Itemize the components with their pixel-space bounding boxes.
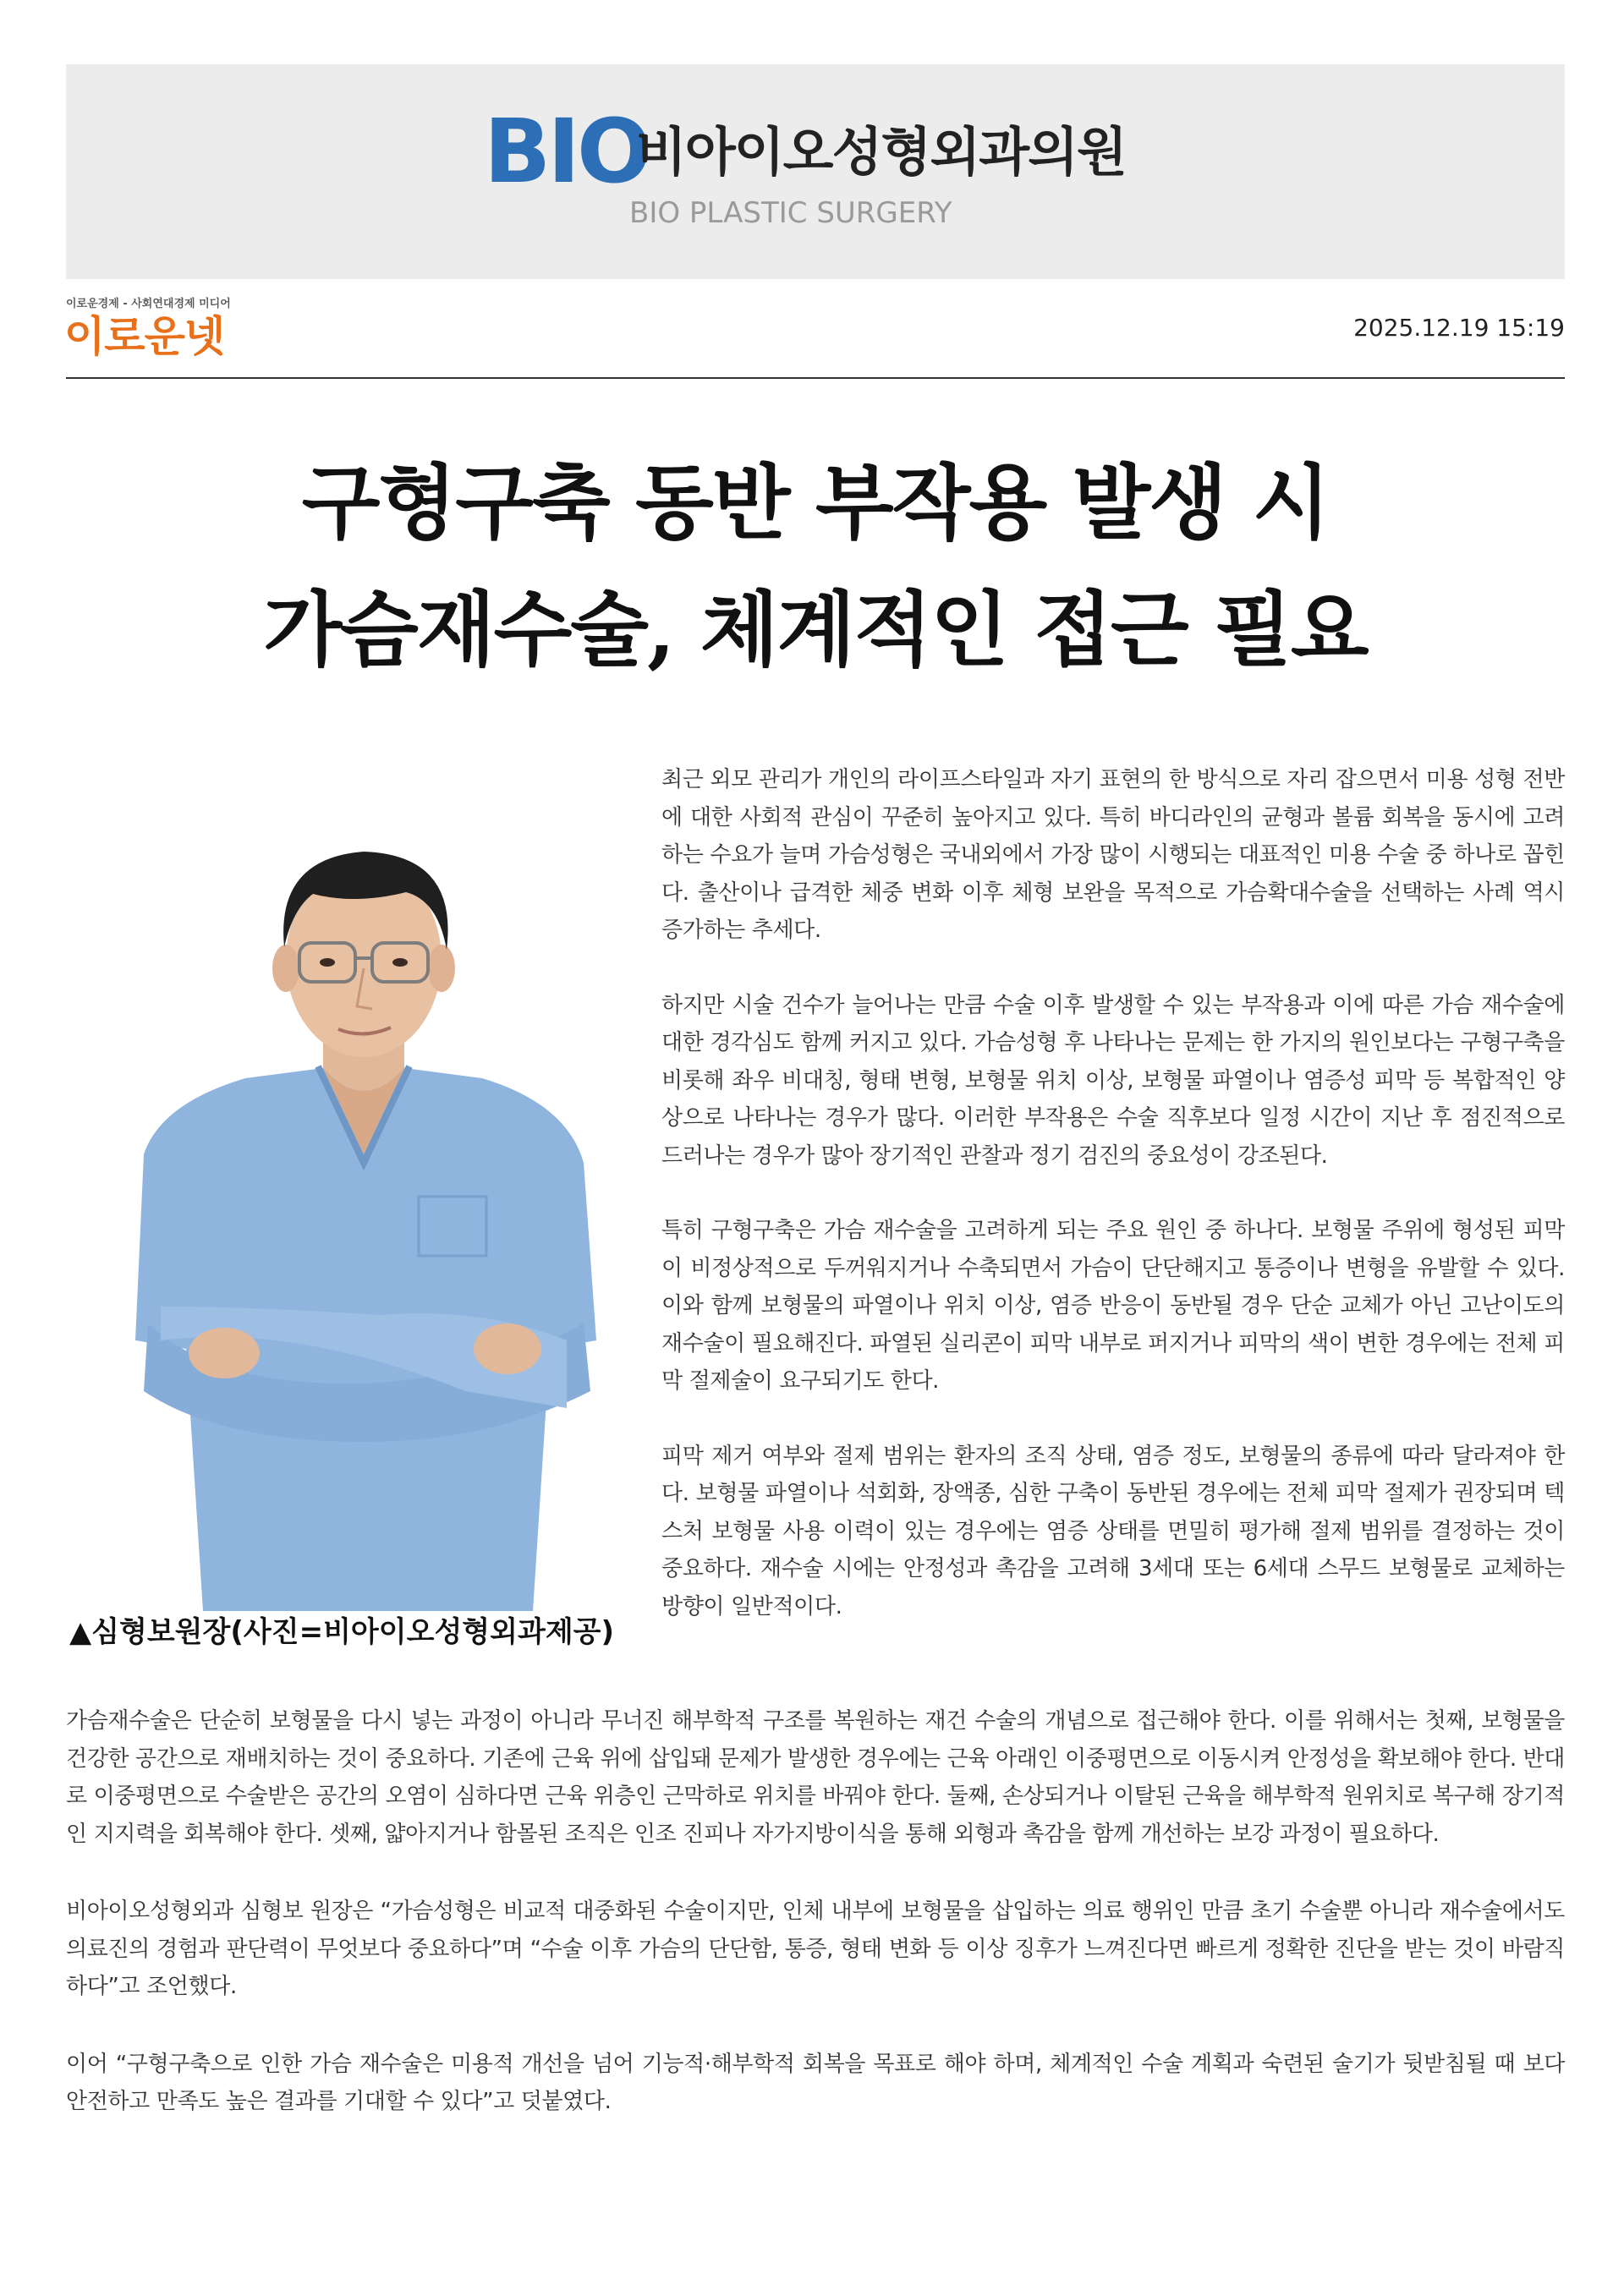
side-paragraph-4: 피막 제거 여부와 절제 범위는 환자의 조직 상태, 염증 정도, 보형물의 종류에 따라 달라져야 한다. 보형물 파열이나 석회화, 장액종, 심한 구축이 동반된 경우에는 전체 피막 절제가 권장되며 텍스처 보형물 사용 이력이 있는 경우에는 염증 상태를 면밀히 평가해 절제 범위를 결정하는 것이 중요하다. 재수술 시에는 안정성과 촉감을 고려해 3세대 또는 6세대 스무드 보형물로 교체하는 방향이 일반적이다. <box>661 1443 1565 1619</box>
headline-line-2: 가슴재수술, 체계적인 접근 필요 <box>263 582 1368 677</box>
side-paragraph-1: 최근 외모 관리가 개인의 라이프스타일과 자기 표현의 한 방식으로 자리 잡으면서 미용 성형 전반에 대한 사회적 관심이 꾸준히 높아지고 있다. 특히 바디라인의 균형과 볼륨 회복을 동시에 고려하는 수요가 늘며 가슴성형은 국내외에서 가장 많이 시행되는 대표적인 미용 수술 중 하나로 꼽힌다. 출산이나 급격한 체중 변화 이후 체형 보완을 목적으로 가슴확대수술을 선택하는 사례 역시 증가하는 추세다. <box>661 767 1565 943</box>
headline-line-1: 구형구축 동반 부작용 발생 시 <box>301 455 1330 551</box>
publish-date: 2025.12.19 15:19 <box>1353 314 1565 342</box>
side-paragraph-2: 하지만 시술 건수가 늘어나는 만큼 수술 이후 발생할 수 있는 부작용과 이에 따른 가슴 재수술에 대한 경각심도 함께 커지고 있다. 가슴성형 후 나타나는 문제는 한 가지의 원인보다는 구형구축을 비롯해 좌우 비대칭, 형태 변형, 보형물 위치 이상, 보형물 파열이나 염증성 피막 등 복합적인 양상으로 나타나는 경우가 많다. 이러한 부작용은 수술 직후보다 일정 시간이 지난 후 점진적으로 드러나는 경우가 많아 장기적인 관찰과 정기 검진의 중요성이 강조된다. <box>661 992 1565 1169</box>
photo-caption: ▲심형보원장(사진=비아이오성형외과제공) <box>69 1615 615 1649</box>
publisher-logo[interactable]: 이로운넷 <box>64 312 225 361</box>
full-paragraph-3: 이어 “구형구축으로 인한 가슴 재수술은 미용적 개선을 넘어 기능적·해부학적 회복을 목표로 해야 하며, 체계적인 수술 계획과 숙련된 술기가 뒷받침될 때 보다 안전하고 만족도 높은 결과를 기대할 수 있다”고 덧붙였다. <box>66 2051 1565 2114</box>
article-full-column <box>66 1702 1565 2161</box>
article-headline <box>66 440 1565 693</box>
publisher-tagline: 이로운경제 - 사회연대경제 미디어 <box>66 298 231 310</box>
clinic-name-en: BIO PLASTIC SURGERY <box>629 196 952 230</box>
side-paragraph-3: 특히 구형구축은 가슴 재수술을 고려하게 되는 주요 원인 중 하나다. 보형물 주위에 형성된 피막이 비정상적으로 두꺼워지거나 수축되면서 가슴이 단단해지고 통증이나 변형을 유발할 수 있다. 이와 함께 보형물의 파열이나 위치 이상, 염증 반응이 동반될 경우 단순 교체가 아닌 고난이도의 재수술이 필요해진다. 파열된 실리콘이 피막 내부로 퍼지거나 피막의 색이 변한 경우에는 전체 피막 절제술이 요구되기도 한다. <box>661 1218 1565 1394</box>
full-paragraph-1: 가슴재수술은 단순히 보형물을 다시 넣는 과정이 아니라 무너진 해부학적 구조를 복원하는 재건 수술의 개념으로 접근해야 한다. 이를 위해서는 첫째, 보형물을 건강한 공간으로 재배치하는 것이 중요하다. 기존에 근육 위에 삽입돼 문제가 발생한 경우에는 근육 아래인 이중평면으로 이동시켜 안정성을 확보해야 한다. 반대로 이중평면으로 수술받은 공간의 오염이 심하다면 근육 위층인 근막하로 위치를 바꿔야 한다. 둘째, 손상되거나 이탈된 근육을 해부학적 원위치로 복구해 장기적인 지지력을 회복해야 한다. 셋째, 얇아지거나 함몰된 조직은 인조 진피나 자가지방이식을 통해 외형과 촉감을 함께 개선하는 보강 과정이 필요하다. <box>66 1708 1565 1847</box>
doctor-portrait-photo <box>127 799 601 1611</box>
bio-logo-mark: BIO <box>484 100 649 203</box>
header-divider <box>66 377 1565 379</box>
full-paragraph-2: 비아이오성형외과 심형보 원장은 “가슴성형은 비교적 대중화된 수술이지만, 인체 내부에 보형물을 삽입하는 의료 행위인 만큼 초기 수술뿐 아니라 재수술에서도 의료진의 경험과 판단력이 무엇보다 중요하다”며 “수술 이후 가슴의 단단함, 통증, 형태 변화 등 이상 징후가 느껴진다면 빠르게 정확한 진단을 받는 것이 바람직하다”고 조언했다. <box>66 1899 1565 1999</box>
article-side-column <box>661 761 1565 1663</box>
clinic-name: 비아이오성형외과의원 <box>636 121 1126 183</box>
